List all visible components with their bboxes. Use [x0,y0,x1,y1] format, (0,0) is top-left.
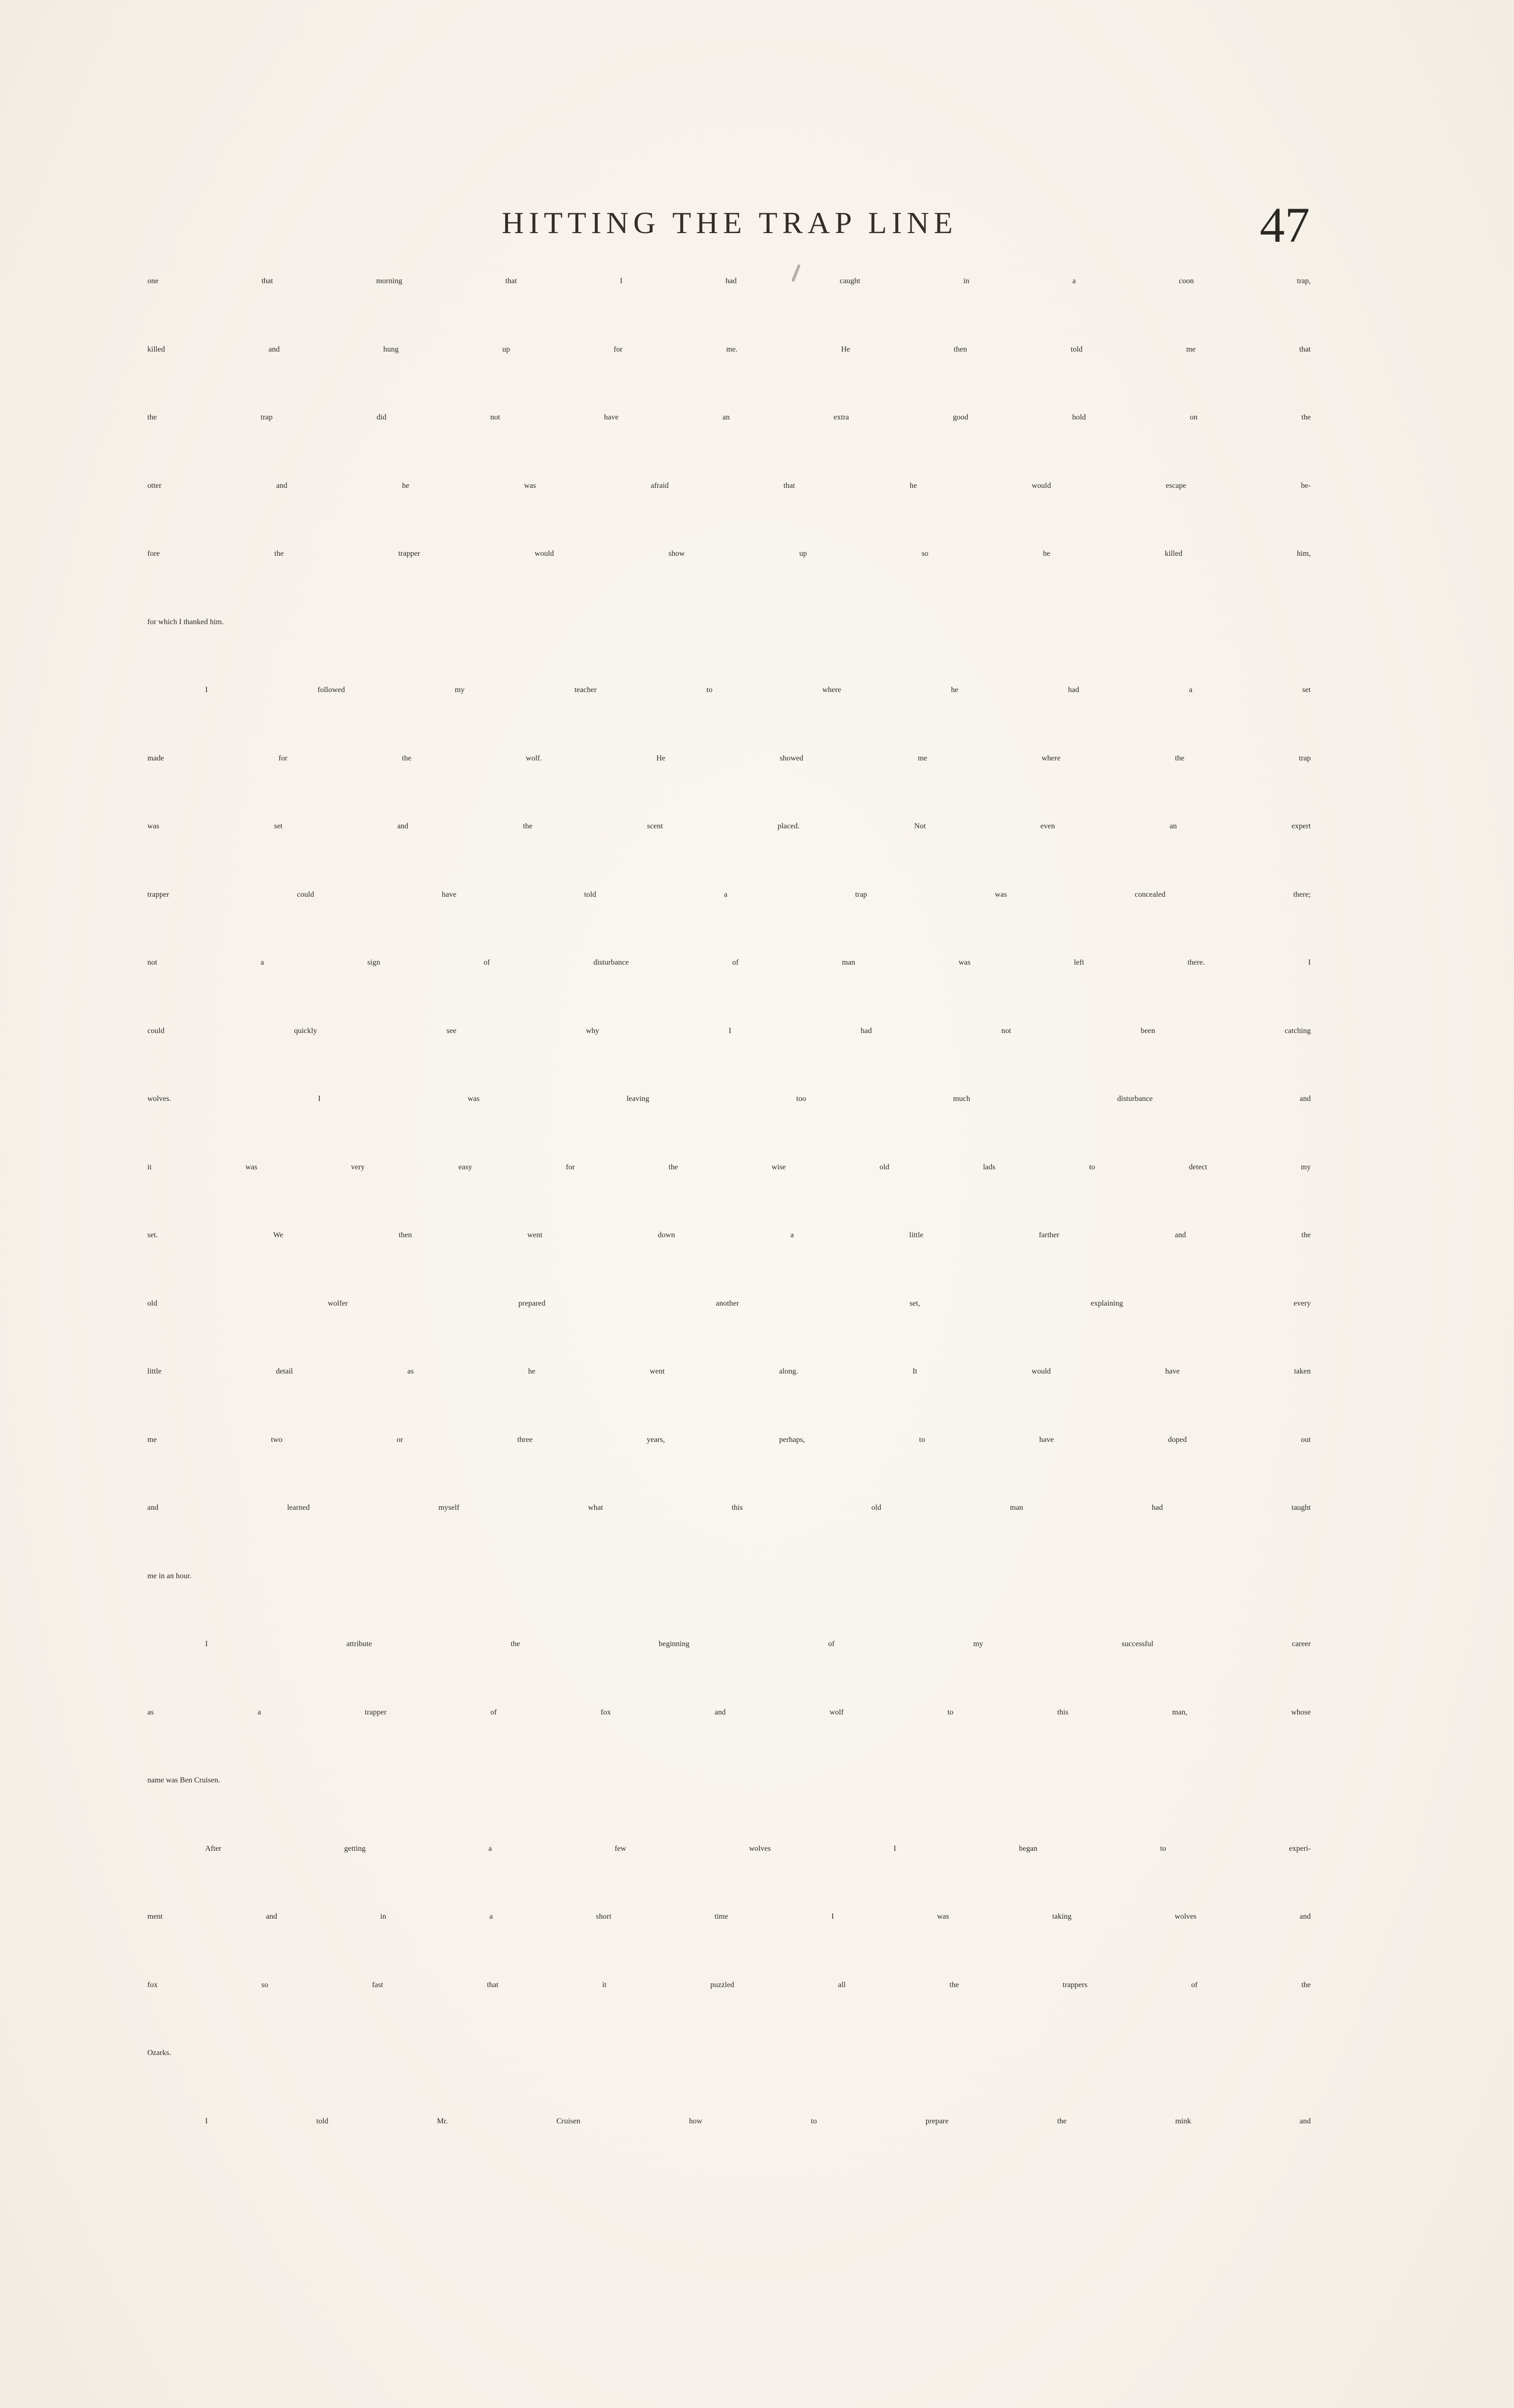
text-line: After getting a few wolves I began to experi- [205,1844,1311,1853]
text-line: fore the trapper would show up so he killed him, [147,550,1311,558]
text-line: set. We then went down a little farther and the [147,1231,1311,1239]
text-line: the trap did not have an extra good hold on the [147,413,1311,421]
text-line: could quickly see why I had not been catching [147,1026,1311,1035]
text-line: ment and in a short time I was taking wolves and [147,1912,1311,1921]
text-line: little detail as he went along. It would have taken [147,1367,1311,1375]
text-line: it was very easy for the wise old lads to detect my [147,1163,1311,1171]
text-line: and learned myself what this old man had taught [147,1504,1311,1512]
text-line: wolves. I was leaving too much disturbance and [147,1095,1311,1103]
text-line: Ozarks. [147,2049,171,2057]
text-line: made for the wolf. He showed me where the trap [147,754,1311,762]
text-line: was set and the scent placed. Not even an expert [147,822,1311,830]
body-text [147,277,1311,2185]
text-line: as a trapper of fox and wolf to this man, whose [147,1708,1311,1716]
text-line: fox so fast that it puzzled all the trappers of the [147,1980,1311,1989]
text-line: I told Mr. Cruisen how to prepare the mink and [205,2117,1311,2125]
text-line: I attribute the beginning of my successful career [205,1640,1311,1648]
page-number: 47 [1260,197,1310,253]
text-line: name was Ben Cruisen. [147,1776,221,1784]
running-title: HITTING THE TRAP LINE [501,206,958,240]
text-line: for which I thanked him. [147,617,224,626]
text-line: killed and hung up for me. He then told me that [147,345,1311,353]
text-line: trapper could have told a trap was concealed there; [147,890,1311,899]
text-line: old wolfer prepared another set, explaining every [147,1299,1311,1308]
text-line: otter and he was afraid that he would escape be- [147,481,1311,490]
text-line: me two or three years, perhaps, to have doped out [147,1435,1311,1444]
running-head [149,196,1310,253]
text-line: I followed my teacher to where he had a set [205,686,1311,694]
text-line: not a sign of disturbance of man was left there. I [147,958,1311,967]
text-line: one that morning that I had caught in a coon trap, [147,277,1311,285]
text-line: me in an hour. [147,1571,192,1580]
